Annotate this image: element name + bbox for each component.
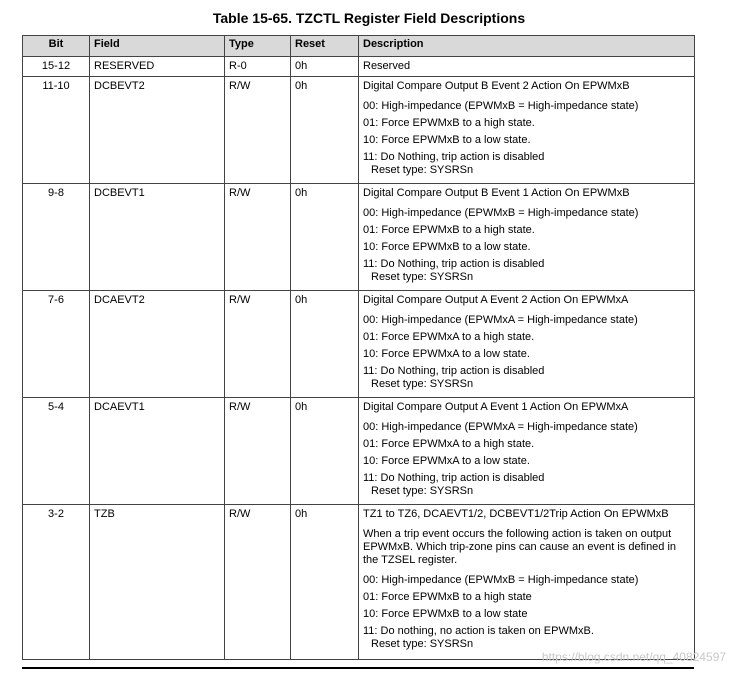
description-option: 00: High-impedance (EPWMxA = High-impedance state) [363,421,638,433]
table-row [23,77,695,184]
description-reset-type: Reset type: SYSRSn [371,378,474,390]
field-cell: DCBEVT1 [90,184,225,291]
watermark-text: https://blog.csdn.net/qq_40824597 [541,650,726,664]
description-cell [359,184,695,291]
description-cell [359,291,695,398]
type-cell: R/W [225,291,291,398]
type-cell: R/W [225,77,291,184]
description-title: Digital Compare Output B Event 1 Action On EPWMxB [363,187,630,199]
description-option: 10: Force EPWMxB to a low state. [363,241,531,253]
description-option: 01: Force EPWMxA to a high state. [363,331,535,343]
header-type: Type [225,36,291,57]
type-cell: R/W [225,505,291,660]
table-row [23,184,695,291]
table-row [23,291,695,398]
description-option: 11: Do nothing, no action is taken on EPWMxB. [363,625,594,637]
description-reset-type: Reset type: SYSRSn [371,485,474,497]
field-cell: DCAEVT1 [90,398,225,505]
header-field: Field [90,36,225,57]
description-option: 00: High-impedance (EPWMxB = High-impedance state) [363,207,639,219]
description-cell [359,505,695,660]
reset-cell: 0h [291,184,359,291]
description-title: Digital Compare Output B Event 2 Action On EPWMxB [363,80,630,92]
description-title: Digital Compare Output A Event 1 Action On EPWMxA [363,401,629,413]
description-option: 11: Do Nothing, trip action is disabled [363,258,545,270]
field-cell: TZB [90,505,225,660]
description-option: 10: Force EPWMxB to a low state [363,608,528,620]
header-reset: Reset [291,36,359,57]
type-cell: R/W [225,398,291,505]
reset-cell: 0h [291,77,359,184]
description-title: Reserved [363,60,411,72]
description-option: 10: Force EPWMxB to a low state. [363,134,531,146]
header-description: Description [359,36,695,57]
register-field-table [22,35,695,660]
header-bit: Bit [23,36,90,57]
reset-cell: 0h [291,291,359,398]
description-option: 01: Force EPWMxB to a high state. [363,117,535,129]
field-cell: DCBEVT2 [90,77,225,184]
description-option: 00: High-impedance (EPWMxA = High-impedance state) [363,314,638,326]
table-row [23,57,695,77]
description-title: TZ1 to TZ6, DCAEVT1/2, DCBEVT1/2Trip Action On EPWMxB [363,508,669,520]
description-note: When a trip event occurs the following action is taken on output EPWMxB. Which trip-zone pins can cause an event is defined in the TZSEL register. [363,528,677,566]
table-header-row [23,36,695,57]
field-cell: RESERVED [90,57,225,77]
description-option: 00: High-impedance (EPWMxB = High-impedance state) [363,574,639,586]
table-row [23,505,695,660]
description-reset-type: Reset type: SYSRSn [371,638,474,650]
reset-cell: 0h [291,398,359,505]
footer-rule [22,667,694,669]
bit-cell: 7-6 [23,291,90,398]
field-cell: DCAEVT2 [90,291,225,398]
description-option: 11: Do Nothing, trip action is disabled [363,365,545,377]
bit-cell: 15-12 [23,57,90,77]
description-reset-type: Reset type: SYSRSn [371,271,474,283]
description-cell [359,398,695,505]
description-cell [359,57,695,77]
description-title: Digital Compare Output A Event 2 Action On EPWMxA [363,294,629,306]
bit-cell: 9-8 [23,184,90,291]
type-cell: R/W [225,184,291,291]
description-option: 10: Force EPWMxA to a low state. [363,348,530,360]
description-cell [359,77,695,184]
table-row [23,398,695,505]
type-cell: R-0 [225,57,291,77]
description-option: 01: Force EPWMxB to a high state [363,591,532,603]
description-reset-type: Reset type: SYSRSn [371,164,474,176]
table-title: Table 15-65. TZCTL Register Field Descriptions [212,10,526,26]
description-option: 01: Force EPWMxB to a high state. [363,224,535,236]
bit-cell: 3-2 [23,505,90,660]
description-option: 00: High-impedance (EPWMxB = High-impedance state) [363,100,639,112]
description-option: 11: Do Nothing, trip action is disabled [363,472,545,484]
description-option: 11: Do Nothing, trip action is disabled [363,151,545,163]
reset-cell: 0h [291,505,359,660]
description-option: 10: Force EPWMxA to a low state. [363,455,530,467]
bit-cell: 5-4 [23,398,90,505]
description-option: 01: Force EPWMxA to a high state. [363,438,535,450]
reset-cell: 0h [291,57,359,77]
bit-cell: 11-10 [23,77,90,184]
